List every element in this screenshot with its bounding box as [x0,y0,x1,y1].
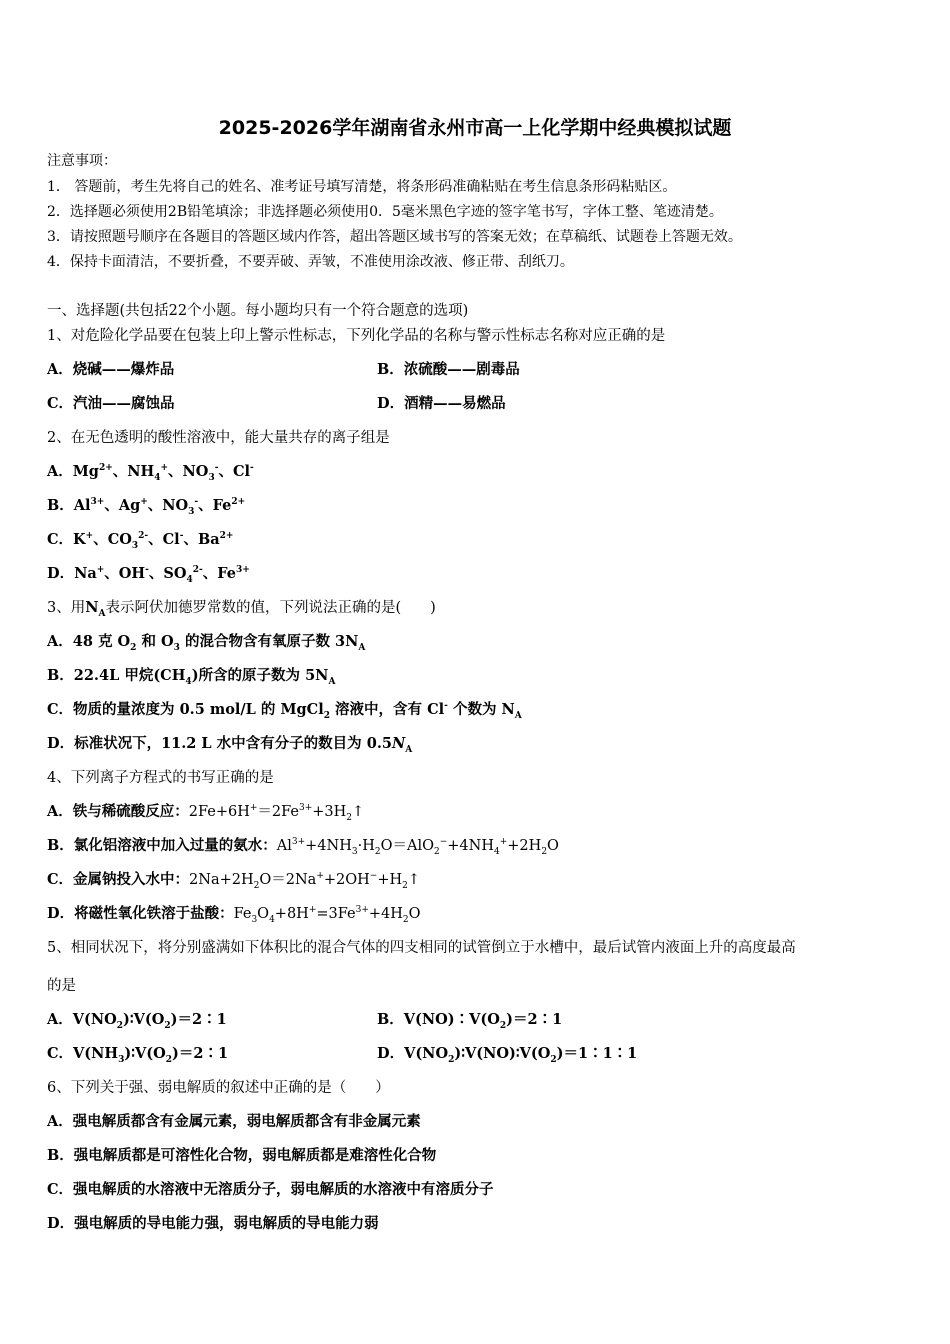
q2-option-d: D．Na+、OH-、$SO_4^{2-}$、$Fe^{3+}$ [47,565,250,585]
q6-option-c: C．强电解质的水溶液中无溶质分子，弱电解质的水溶液中有溶质分子 [47,1181,494,1198]
q5-option-c: C．$V(NH_3)∶V(O_2)=2∶1$ [47,1045,229,1065]
q4-stem: 4、下列离子方程式的书写正确的是 [47,770,274,786]
q4-option-c: C．金属钠投入水中：$2Na+2H_2O=2Na^++2OH^-+H_2↑$ [47,871,421,891]
q4-option-b-label: B．氯化铝溶液中加入过量的氨水： [47,837,277,854]
q5-stem-cont: 的是 [47,978,76,994]
q5-stem: 5、相同状况下，将分别盛满如下体积比的混合气体的四支相同的试管倒立于水槽中，最后试管内液面上升的高度最高 [47,940,796,956]
notice-item-4: 4．保持卡面清洁，不要折叠，不要弄破、弄皱，不准使用涂改液、修正带、刮纸刀。 [47,254,574,270]
q1-option-d: D．酒精——易燃品 [377,395,506,412]
q6-option-b: B．强电解质都是可溶性化合物，弱电解质都是难溶性化合物 [47,1147,437,1164]
q4-option-b: B．氯化铝溶液中加入过量的氨水：$Al^{3+}+4NH_3\cdot H_2O=AlO_2^-+4NH_4^++2H_2O$ [47,837,559,857]
q2-option-c: C．K+、$CO_3^{2-}$、Cl-、$Ba^{2+}$ [47,531,234,551]
q2-option-b: B．$Al^{3+}$、Ag+、$NO_3^-$、$Fe^{2+}$ [47,497,246,517]
q3-option-d: D．标准状况下，11.2 L 水中含有分子的数目为 $0.5N_A$ [47,735,413,755]
q6-stem: 6、下列关于强、弱电解质的叙述中正确的是（ ） [47,1080,390,1096]
q4-option-a: A．铁与稀硫酸反应：$2Fe+6H^+=2Fe^{3+}+3H_2↑$ [47,803,365,823]
q5-option-a: A．$V(NO_2)∶V(O_2)=2∶1$ [47,1011,227,1031]
q6-option-a: A．强电解质都含有金属元素，弱电解质都含有非金属元素 [47,1113,421,1130]
q4-option-c-label: C．金属钠投入水中： [47,871,190,888]
notice-item-3: 3．请按照题号顺序在各题目的答题区域内作答，超出答题区域书写的答案无效；在草稿纸、试题卷上答题无效。 [47,229,742,245]
q2-option-a: A．$Mg^{2+}$、$NH_4^+$、$NO_3^-$、Cl- [47,463,254,483]
q5-option-d: D．$V(NO_2)∶V(NO)∶V(O_2)=1∶1∶1$ [377,1045,638,1065]
q1-option-c: C．汽油——腐蚀品 [47,395,175,412]
q1-option-b: B．浓硫酸——剧毒品 [377,361,520,378]
q1-option-a: A．烧碱——爆炸品 [47,361,175,378]
notice-heading: 注意事项： [47,153,117,169]
q2-stem: 2、在无色透明的酸性溶液中，能大量共存的离子组是 [47,430,390,446]
q3-stem: 3、用$N_A$表示阿伏加德罗常数的值，下列说法正确的是( ) [47,599,436,619]
notice-item-2: 2．选择题必须使用2B铅笔填涂；非选择题必须使用0．5毫米黑色字迹的签字笔书写，字体工整、笔迹清楚。 [47,204,723,220]
q3-stem-post: 表示阿伏加德罗常数的值，下列说法正确的是( ) [105,600,436,616]
q3-option-c: C．物质的量浓度为 0.5 mol/L 的 MgCl$_2$ 溶液中，含有 Cl- 个数为 $N_A$ [47,701,522,721]
q4-option-a-label: A．铁与稀硫酸反应： [47,803,189,820]
section-heading: 一、选择题(共包括22个小题。每小题均只有一个符合题意的选项) [47,303,469,319]
q4-option-d-label: D．将磁性氧化铁溶于盐酸： [47,905,234,922]
q4-option-d: D．将磁性氧化铁溶于盐酸：$Fe_3O_4+8H^+=3Fe^{3+}+4H_2O$ [47,905,421,925]
q6-option-d: D．强电解质的导电能力强，弱电解质的导电能力弱 [47,1215,379,1232]
q3-stem-pre: 3、用 [47,600,86,616]
q3-option-b: B．22.4L 甲烷$(CH_4)$所含的原子数为 $5N_A$ [47,667,336,687]
notice-item-1: 1． 答题前，考生先将自己的姓名、准考证号填写清楚，将条形码准确粘贴在考生信息条形码粘贴区。 [47,179,677,195]
page-title: 2025-2026学年湖南省永州市高一上化学期中经典模拟试题 [218,117,732,139]
q1-stem: 1、对危险化学品要在包装上印上警示性标志，下列化学品的名称与警示性标志名称对应正确的是 [47,328,666,344]
q3-option-a: A．48 克 $O_2$ 和 $O_3$ 的混合物含有氧原子数 $3N_A$ [47,633,366,653]
q5-option-b: B．$V(NO)∶V(O_2)=2∶1$ [377,1011,563,1031]
